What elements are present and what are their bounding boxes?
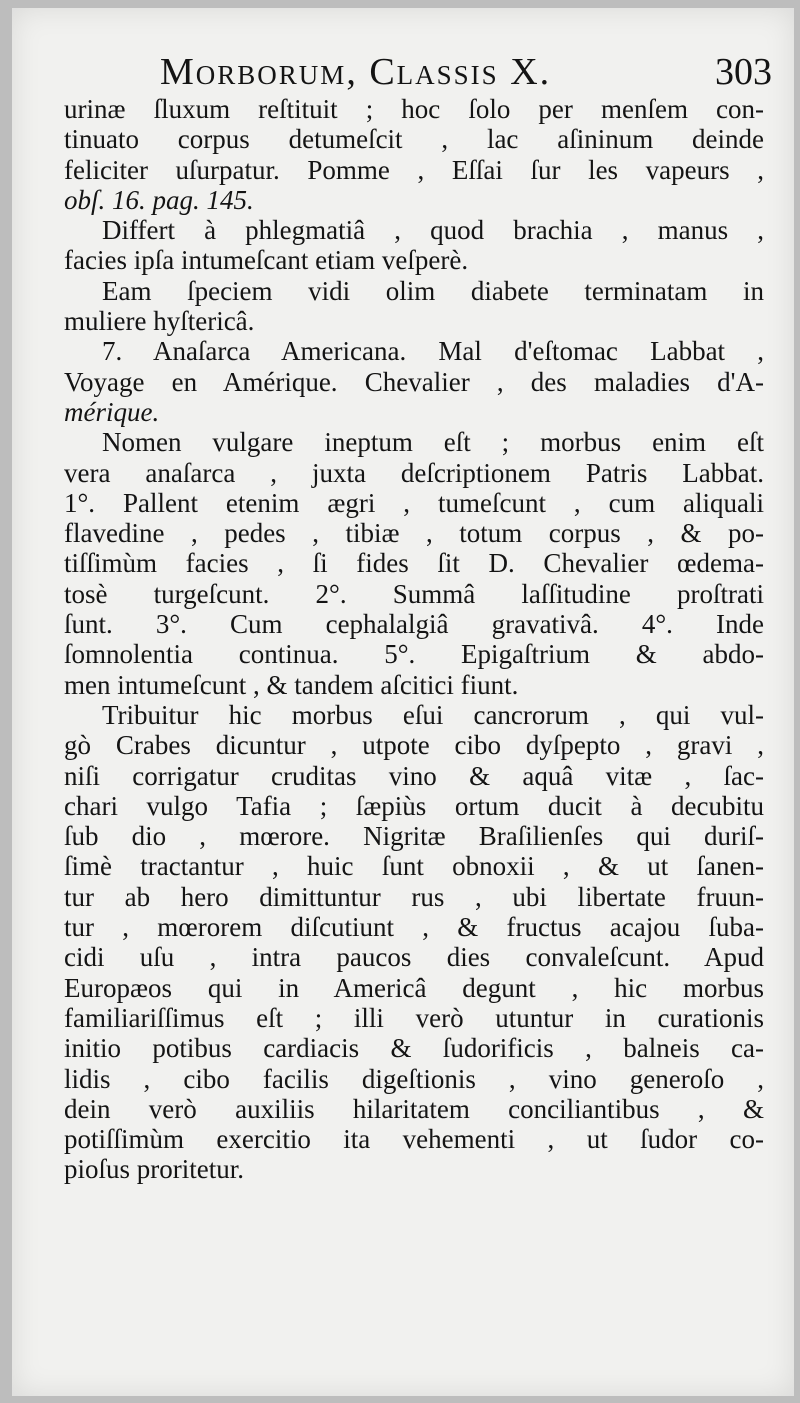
text-line: cidi uſu , intra paucos dies convaleſcunt. Apud <box>64 942 764 973</box>
page-header <box>160 50 772 96</box>
text-line: muliere hyſtericâ. <box>64 306 255 337</box>
text-line: feliciter uſurpatur. Pomme , Eſſai ſur les vapeurs , <box>64 154 764 185</box>
text-line: obſ. 16. pag. 145. <box>64 184 254 215</box>
text-line: tiſſimùm facies , ſi fides ſit D. Chevalier œdema- <box>64 548 764 579</box>
text-line: Differt à phlegmatiâ , quod brachia , manus , <box>102 215 764 246</box>
text-line: vera anaſarca , juxta deſcriptionem Patris Labbat. <box>64 457 764 488</box>
text-line: ſub dio , mœrore. Nigritæ Braſilienſes qui duriſ- <box>64 821 764 852</box>
page-number: 303 <box>715 51 772 93</box>
text-line: 7. Anaſarca Americana. Mal d'eſtomac Labbat , <box>102 336 764 367</box>
text-line: gò Crabes dicuntur , utpote cibo dyſpepto , gravi , <box>64 730 764 761</box>
text-line: urinæ ſluxum reſtituit ; hoc ſolo per menſem con- <box>64 94 764 124</box>
text-line: Tribuitur hic morbus eſui cancrorum , qui vul- <box>102 699 764 730</box>
text-line: pioſus proritetur. <box>64 1154 244 1185</box>
text-line: 1°. Pallent etenim ægri , tumeſcunt , cum aliquali <box>64 487 764 518</box>
text-line: lidis , cibo facilis digeſtionis , vino generoſo , <box>64 1063 764 1094</box>
text-line: Eam ſpeciem vidi olim diabete terminatam in <box>102 275 764 306</box>
text-line: flavedine , pedes , tibiæ , totum corpus , & po- <box>64 518 764 549</box>
text-line: tosè turgeſcunt. 2°. Summâ laſſitudine proſtrati <box>64 578 764 609</box>
text-line: initio potibus cardiacis & ſudorificis , balneis ca- <box>64 1033 764 1064</box>
body-text <box>64 94 764 1185</box>
text-line: ſunt. 3°. Cum cephalalgiâ gravativâ. 4°. Inde <box>64 609 764 640</box>
text-line: tur ab hero dimittuntur rus , ubi libertate fruun- <box>64 881 764 912</box>
text-line: familiariſſimus eſt ; illi verò utuntur in curationis <box>64 1002 764 1033</box>
text-line: Nomen vulgare ineptum eſt ; morbus enim eſt <box>102 427 764 458</box>
text-line: ſomnolentia continua. 5°. Epigaſtrium & abdo- <box>64 639 764 670</box>
book-page <box>12 8 794 1396</box>
text-line: dein verò auxiliis hilaritatem conciliantibus , & <box>64 1093 764 1124</box>
text-line: men intumeſcunt , & tandem aſcitici fiunt. <box>64 669 519 700</box>
text-line: potiſſimùm exercitio ita vehementi , ut ſudor co- <box>64 1124 764 1155</box>
running-title: Morborum, Classis X. <box>160 51 552 93</box>
text-line: ſimè tractantur , huic ſunt obnoxii , & ut ſanen- <box>64 851 764 882</box>
text-line: chari vulgo Tafia ; ſæpiùs ortum ducit à decubitu <box>64 790 764 821</box>
text-line: niſi corrigatur cruditas vino & aquâ vitæ , ſac- <box>64 760 764 791</box>
text-line: tur , mœrorem diſcutiunt , & fructus acajou ſuba- <box>64 912 764 943</box>
text-line: facies ipſa intumeſcant etiam veſperè. <box>64 245 469 276</box>
text-line: mérique. <box>64 396 160 427</box>
text-line: Europæos qui in Americâ degunt , hic morbus <box>64 972 764 1003</box>
text-line: Voyage en Amérique. Chevalier , des maladies d'A- <box>64 366 764 397</box>
text-line: tinuato corpus detumeſcit , lac aſininum deinde <box>64 124 764 155</box>
